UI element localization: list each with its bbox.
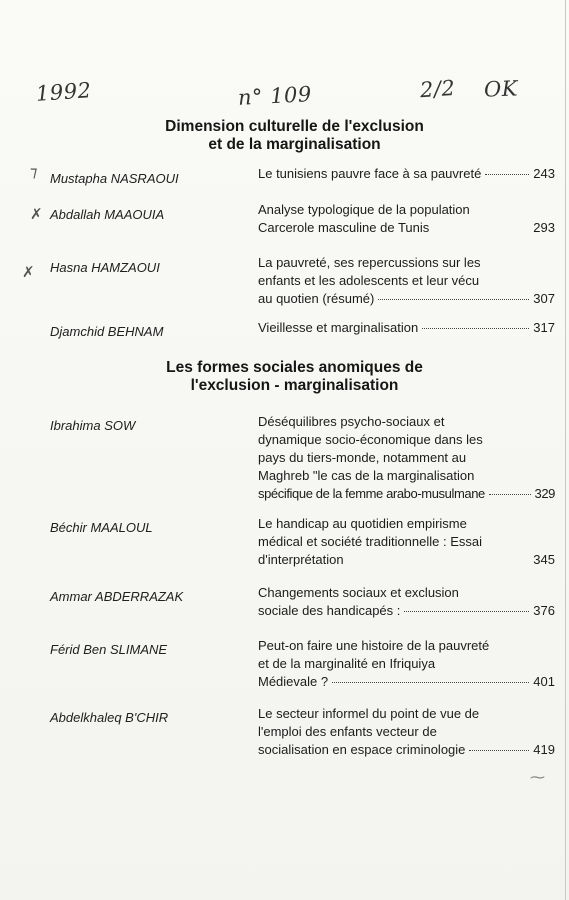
section-heading-line: et de la marginalisation [208, 136, 381, 153]
section-heading [10, 118, 569, 154]
dot-leader [433, 228, 529, 229]
entry-title-last-line [258, 319, 555, 337]
entry-title-last-line [258, 602, 555, 620]
entry-title-last-line [258, 485, 555, 503]
entry-title-last-line [258, 673, 555, 691]
entry-title-line: et de la marginalité en Ifriquiya [258, 656, 436, 671]
entry-title-line: Peut-on faire une histoire de la pauvreté [258, 638, 490, 653]
entry-title [258, 705, 555, 759]
entry-title-last-line [258, 741, 555, 759]
entry-page-number: 376 [533, 603, 555, 618]
dot-leader [404, 611, 529, 612]
entry-page-number: 293 [533, 220, 555, 235]
entry-title-text: Carcerole masculine de Tunis [258, 220, 430, 235]
handwritten-x-mark: ✗ [22, 263, 35, 281]
entry-title-line: Le secteur informel du point de vue de [258, 706, 480, 721]
entry-title [258, 584, 555, 620]
handwritten-issue-number: n° 109 [237, 82, 313, 110]
entry-page-number: 243 [533, 166, 555, 181]
entry-title-line: Déséquilibres psycho-sociaux et [258, 414, 445, 429]
handwritten-x-mark: ✗ [30, 205, 43, 223]
entry-title-line: Maghreb "le cas de la marginalisation [258, 468, 475, 483]
entry-title-text: d'interprétation [258, 552, 344, 567]
entry-author: Béchir MAALOUL [50, 520, 153, 535]
entry-title-last-line [258, 165, 555, 183]
entry-title [258, 254, 555, 308]
entry-title [258, 413, 555, 503]
entry-title [258, 637, 555, 691]
entry-title-text: Le tunisiens pauvre face à sa pauvreté [258, 166, 482, 181]
dot-leader [348, 560, 530, 561]
dot-leader [489, 494, 531, 495]
entry-title-line: dynamique socio-économique dans les [258, 432, 483, 447]
entry-author: Férid Ben SLIMANE [50, 642, 168, 657]
entry-page-number: 307 [533, 291, 555, 306]
entry-author: Ammar ABDERRAZAK [50, 589, 184, 604]
handwritten-check-mark: ⁊ [30, 163, 38, 181]
handwritten-year: 1992 [35, 78, 93, 106]
dot-leader [422, 328, 529, 329]
entry-page-number: 401 [533, 674, 555, 689]
dot-leader [485, 174, 529, 175]
entry-title-line: Changements sociaux et exclusion [258, 585, 459, 600]
entry-title-text: Médievale ? [258, 674, 329, 689]
entry-page-number: 419 [533, 742, 555, 757]
entry-title-text: sociale des handicapés : [258, 603, 401, 618]
entry-title-line: pays du tiers-monde, notamment au [258, 450, 467, 465]
entry-title [258, 165, 555, 183]
handwritten-status: OK [483, 76, 519, 102]
entry-title-line: Analyse typologique de la population [258, 202, 470, 217]
dot-leader [469, 750, 529, 751]
entry-title-line: Le handicap au quotidien empirisme [258, 516, 467, 531]
entry-title-last-line [258, 219, 555, 237]
entry-page-number: 329 [534, 486, 555, 501]
entry-title-last-line [258, 551, 555, 569]
entry-author: Hasna HAMZAOUI [50, 260, 160, 275]
entry-page-number: 345 [533, 552, 555, 567]
entry-page-number: 317 [533, 320, 555, 335]
entry-author: Ibrahima SOW [50, 418, 136, 433]
entry-title-text: Vieillesse et marginalisation [258, 320, 419, 335]
section-heading-line: Les formes sociales anomiques de [166, 359, 423, 376]
entry-author: Djamchid BEHNAM [50, 324, 164, 339]
section-heading-line: l'exclusion - marginalisation [190, 377, 399, 394]
entry-author: Abdallah MAAOUIA [50, 207, 165, 222]
entry-title [258, 515, 555, 569]
entry-title-line: La pauvreté, ses repercussions sur les [258, 255, 481, 270]
dot-leader [378, 299, 529, 300]
entry-title-line: l'emploi des enfants vecteur de [258, 724, 437, 739]
entry-title-text: socialisation en espace criminologie [258, 742, 466, 757]
entry-author: Mustapha NASRAOUI [50, 171, 179, 186]
entry-title-text: au quotien (résumé) [258, 291, 375, 306]
entry-title [258, 319, 555, 337]
entry-title [258, 201, 555, 237]
entry-title-text: spécifique de la femme arabo-musulmane [258, 486, 485, 501]
entry-title-line: médical et société traditionnelle : Essai [258, 534, 483, 549]
pencil-mark: ⁓ [530, 768, 545, 786]
section-heading-line: Dimension culturelle de l'exclusion [165, 118, 424, 135]
entry-title-line: enfants et les adolescents et leur vécu [258, 273, 480, 288]
entry-title-last-line [258, 290, 555, 308]
handwritten-part: 2/2 [419, 75, 457, 103]
section-heading [10, 359, 569, 395]
dot-leader [332, 682, 529, 683]
entry-author: Abdelkhaleq B'CHIR [50, 710, 169, 725]
